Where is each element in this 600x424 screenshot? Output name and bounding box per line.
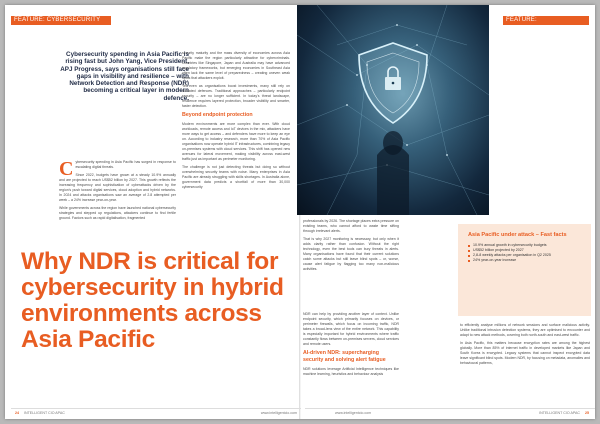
- fact-item: 24% year-on-year increase: [468, 258, 583, 263]
- drop-cap: C: [59, 158, 74, 180]
- footer-left: [11, 408, 301, 416]
- paragraph: In Asia Pacific, this matters because encryption rates are among the highest globally. More than 85% of internet traffic in developed markets like Japan and South Korea is encrypted. Legacy systems that cannot inspect encrypted data leave significant blind spots. Modern NDR, by focusing on metadata, anomalies and behavioural patterns,: [460, 341, 590, 365]
- fact-list: [468, 243, 583, 263]
- fact-box-title: Asia Pacific under attack – Fast facts: [468, 232, 567, 238]
- paragraph: Modern environments are more complex than ever. With cloud workloads, remote access and IoT devices in the mix, attackers have more ways to get access – and defenders have more to keep an eye on. According to industry research, more than 70% of Asia Pacific organisations now operate hybrid IT infrastructures, combining legacy on-premises systems with cloud services. This shift has opened new avenues for lateral movement, making visibility across east-west traffic just as important as perimeter monitoring.: [182, 122, 290, 161]
- column-2: [182, 51, 290, 193]
- paragraph: to efficiently analyse millions of network sessions and surface malicious activity. Unlike traditional intrusion detection systems, they are optimised to encounter and adapt to new attack methods, covering both north-south and east-west traffic.: [460, 323, 590, 337]
- paragraph: Yet even as organisations boost investments, many still rely on outdated defences. Traditional approaches – particularly endpoint security – are no longer sufficient. In today's threat landscape, resilience requires layered protection, broader visibility and smarter, faster detection.: [182, 84, 290, 108]
- column-4: [460, 323, 590, 369]
- headline: Why NDR is critical for cybersecurity in hybrid environments across Asia Pacific: [21, 248, 284, 353]
- column-3-lower: [303, 312, 399, 380]
- site-url: www.intelligentcio.com: [260, 411, 297, 415]
- subheading: AI-driven NDR: supercharging security and solving alert fatigue: [303, 350, 386, 363]
- column-3-upper: [303, 219, 399, 275]
- issue-label: INTELLIGENT CIO APAC: [539, 411, 580, 415]
- site-url: www.intelligentcio.com: [335, 411, 372, 415]
- paragraph: NDR can help by providing another layer of context. Unlike endpoint security, which primarily focuses on devices, or perimeter firewalls, which focus on incoming traffic, NDR takes a broad-lens view of the entire network. This capability is especially important for hybrid environments where traffic constantly flows between on-premises servers, cloud services and remote users.: [303, 312, 399, 346]
- fact-box: [458, 224, 591, 316]
- fact-item: 10.9% annual growth in cybersecurity budgets: [468, 243, 583, 248]
- issue-label: INTELLIGENT CIO APAC: [24, 411, 65, 415]
- paragraph: security maturity and the mass diversity of economies across Asia Pacific make the region particularly attractive for cybercriminals. Countries like Singapore, Japan and Australia may have advanced regulatory frameworks, but emerging economies in Southeast Asia often lack the same level of preparedness – creating uneven weak spots that attackers exploit.: [182, 51, 290, 80]
- paragraph: NDR solutions leverage Artificial Intelligence techniques like machine learning, heuristics and behaviour analysis: [303, 367, 399, 376]
- page-number: 25: [585, 411, 589, 415]
- fact-item: US$52 billion projected by 2027: [468, 248, 583, 253]
- magazine-spread: [5, 5, 595, 419]
- footer-right: [305, 408, 595, 416]
- section-tag-right: FEATURE: CYBERSECURITY: [503, 16, 589, 25]
- hero-image: [297, 5, 489, 215]
- fact-item: 2,8-8 weekly attacks per organisation in Q2 2025: [468, 253, 583, 258]
- standfirst: Cybersecurity spending in Asia Pacific is rising fast but John Yang, Vice President, APJ Progress, says organisations still face gaps in visibility and resilience – with Network Detection and Response (NDR) becoming a critical layer in modern defence.: [60, 51, 189, 102]
- paragraph: That is why 2027 monitoring is necessary, but only when it adds clarity rather than confusion. Without the right technology, even the best tools can bury threats in alerts. Many organisations have found that their current solutions catch some attacks but still leave blind spots – or, worse, cause alert fatigue by flagging too many non-malicious activities.: [303, 237, 399, 271]
- paragraph: ybersecurity spending in Asia Pacific has surged in response to escalating digital threats.: [75, 160, 176, 169]
- paragraph: Since 2022, budgets have grown at a steady 10.9% annually and are projected to reach US$52 billion by 2027. This growth reflects the increasing frequency and sophistication of cyberattacks driven by the region's push toward digital services, cloud adoption and hybrid networks. In 2024 and attacks organisations saw an average of 2.8 attempted per week – a 24% increase year-on-year.: [59, 173, 176, 202]
- paragraph: professionals by 2026. The shortage places extra pressure on existing teams, who cannot afford to waste time sifting through irrelevant alerts.: [303, 219, 399, 233]
- column-1: [59, 160, 176, 224]
- section-tag-left: FEATURE: CYBERSECURITY: [11, 16, 111, 25]
- paragraph: The challenge is not just detecting threats but doing so without overwhelming security teams with noise. Many enterprises in Asia Pacific are already struggling with skills shortages. In Australia alone, government data predicts a shortfall of more than 30,000 cybersecurity: [182, 165, 290, 189]
- paragraph: While governments across the region have launched national cybersecurity strategies and stepped up regulations, attackers continue to find fertile ground. Factors such as rapid digitalisation, fragmented: [59, 206, 176, 220]
- subheading: Beyond endpoint protection: [182, 112, 253, 118]
- shield-network-illustration: [297, 5, 489, 215]
- page-number: 24: [15, 411, 19, 415]
